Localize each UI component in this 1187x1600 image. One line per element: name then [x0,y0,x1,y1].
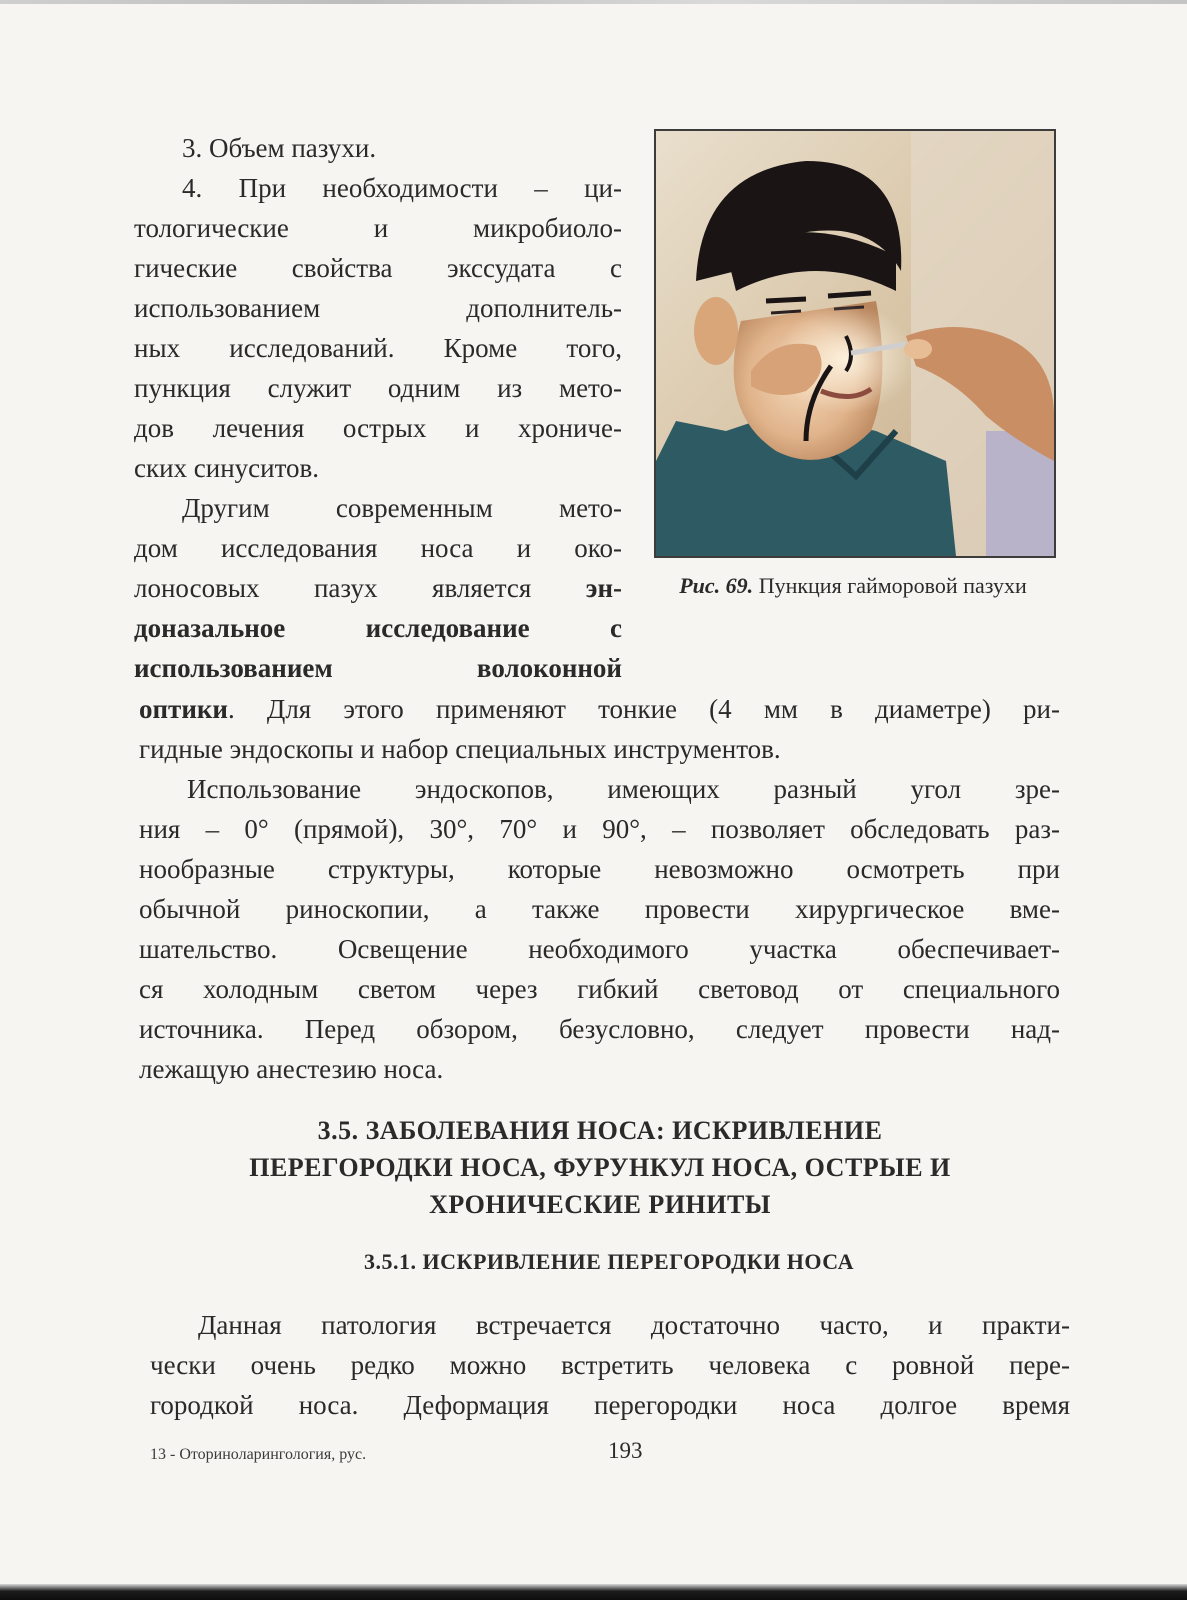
section-heading [150,1112,1050,1223]
text-span: . Для этого применяют тонкие (4 мм в диаметре) ри- [228,694,1060,724]
text-line: городкой носа. Деформация перегородки носа долгое время [150,1390,1070,1420]
text-line: шательство. Освещение необходимого участка обеспечивает- [139,934,1060,964]
figure-label: Рис. 69. [679,573,754,598]
text-line: лежащую анестезию носа. [139,1054,444,1084]
body-text [139,689,1060,1089]
bold-term-start: эн- [585,573,622,603]
paragraph-septum [150,1305,1070,1425]
text-line: 3. Объем пазухи. [182,133,377,163]
text-line: нообразные структуры, которые невозможно осмотреть при [139,854,1060,884]
text-line: ся холодным светом через гибкий световод от специального [139,974,1060,1004]
text-line: источника. Перед обзором, безусловно, следует провести над- [139,1014,1060,1044]
text-line: тологические и микробиоло- [134,213,622,243]
text-line: гические свойства экссудата с [134,253,622,283]
text-line: ния – 0° (прямой), 30°, 70° и 90°, – позволяет обследовать раз- [139,814,1060,844]
heading-line: 3.5. ЗАБОЛЕВАНИЯ НОСА: ИСКРИВЛЕНИЕ [317,1116,883,1145]
text-line: ных исследований. Кроме того, [134,333,622,363]
bold-term-line: использованием волоконной [134,653,622,683]
figure-photo [654,129,1056,558]
figure-caption [654,570,1052,601]
text-line: Другим современным мето- [182,493,622,523]
text-line: Использование эндоскопов, имеющих разный угол зре- [187,774,1060,804]
text-line: ских синуситов. [134,453,320,483]
footer-signature: 13 - Оториноларингология, рус. [150,1446,367,1463]
text-line: дом исследования носа и око- [134,533,622,563]
text-line: дов лечения острых и хрониче- [134,413,622,443]
text-line: пункция служит одним из мето- [134,373,622,403]
left-column-text [134,128,622,688]
text-line: использованием дополнитель- [134,293,622,323]
figure-caption-text: Пункция гайморовой пазухи [758,573,1027,598]
bold-term-line: доназальное исследование с [134,613,622,643]
heading-line: ПЕРЕГОРОДКИ НОСА, ФУРУНКУЛ НОСА, ОСТРЫЕ И [249,1153,951,1182]
subsection-heading: 3.5.1. ИСКРИВЛЕНИЕ ПЕРЕГОРОДКИ НОСА [364,1249,854,1274]
text-line: обычной риноскопии, а также провести хирургическое вме- [139,894,1060,924]
text-line-mixed [139,689,1060,729]
text-line: 4. При необходимости – ци- [182,173,622,203]
photo-illustration [656,131,1054,556]
scan-edge-top [0,0,1187,4]
heading-line: ХРОНИЧЕСКИЕ РИНИТЫ [429,1190,771,1219]
bold-term-end: оптики [139,694,228,724]
scan-edge-bottom [0,1584,1187,1600]
page-number: 193 [608,1438,643,1463]
text-line: гидные эндоскопы и набор специальных инструментов. [139,734,781,764]
text-line: чески очень редко можно встретить человека с ровной пере- [150,1350,1070,1380]
text-line: Данная патология встречается достаточно часто, и практи- [198,1310,1070,1340]
text-span: лоносовых пазух является [134,573,586,603]
text-line-mixed [134,568,622,608]
